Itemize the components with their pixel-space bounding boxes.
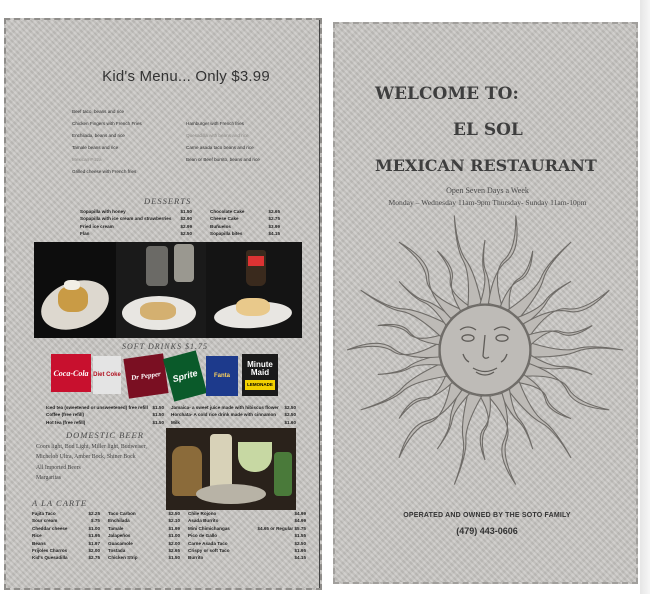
page-edge-strip [640, 0, 650, 594]
carte-row: Pico de Gallo $1.55 [188, 533, 306, 539]
operated-by-line: OPERATED AND OWNED BY THE SOTO FAMILY [403, 512, 571, 519]
domestic-beer-heading: DOMESTIC BEER [66, 430, 144, 440]
carte-row: Mini Chimichangas $4.65 or Regular $5.75 [188, 525, 306, 531]
minute-maid-logo [242, 354, 278, 396]
coca-cola-logo: Coca-Cola [51, 354, 91, 392]
open-days-line: Open Seven Days a Week [446, 186, 529, 195]
dessert-row: Sopapilla bites $4.15 [210, 231, 280, 237]
sprite-logo: Sprite [163, 350, 207, 401]
beer-item: Margaritas [36, 474, 62, 481]
kids-item: Tamale beans and rice [72, 145, 119, 150]
dessert-photo-chocolate-cake [206, 242, 302, 338]
carte-row: Burrito $4.15 [188, 555, 306, 561]
restaurant-name: EL SOL [453, 120, 523, 140]
kids-item: Carne asada taco beans and rice [186, 145, 254, 150]
carte-row: Rice $1.95 [32, 533, 100, 539]
carte-row: Cheddar cheese $1.00 [32, 525, 100, 531]
sun-ray [347, 343, 439, 358]
drink-row: Iced tea (sweetened or unsweetened) free refill $1.50 [46, 405, 164, 410]
desserts-left-list [80, 208, 192, 238]
beer-item: Coors light, Bud Light, Miller light, Budweiser, [36, 444, 147, 450]
sun-ray [529, 326, 593, 345]
carte-row: Asada Burrito $4.99 [188, 518, 306, 524]
sun-ray [531, 343, 623, 357]
carte-row: Crispy or soft Taco $1.95 [188, 548, 306, 554]
dessert-row: Cheese Cake $2.75 [210, 216, 280, 222]
kids-item: Mexican Pizza [72, 157, 102, 162]
a-la-carte-col2 [108, 510, 180, 562]
carte-row: Kid's Quesadilla $2.75 [32, 555, 100, 561]
sun-ray [454, 215, 481, 306]
dessert-row: Fried ice cream $2.99 [80, 223, 192, 229]
carte-row: Enchilada $2.10 [108, 518, 180, 524]
dessert-row: Chocolate Cake $2.65 [210, 209, 280, 214]
beer-list [36, 442, 147, 483]
beer-item: Michelob Ultra, Amber Bock, Shiner Bock [36, 454, 136, 461]
carte-row: Jalapeños $1.00 [108, 533, 180, 539]
kids-item: Grilled cheese with French fries [72, 169, 137, 174]
minute-maid-label: Minute Maid [247, 359, 273, 377]
a-la-carte-col3 [188, 510, 306, 562]
kids-item: Quesadilla with beans and rice [186, 133, 249, 138]
carte-row: Sour cream $.75 [32, 518, 100, 524]
kids-item: Hamburger with French fries [186, 121, 244, 126]
carte-row: Guacamole $2.00 [108, 540, 180, 546]
carte-row: Carne Asada Taco $2.50 [188, 540, 306, 546]
restaurant-subtitle: MEXICAN RESTAURANT [375, 156, 597, 175]
drink-row: Hot tea (free refill) $1.50 [46, 419, 164, 425]
diet-coke-logo: Diet Coke [93, 356, 121, 394]
sun-ray [488, 215, 517, 306]
drink-row: Horchata- A cold rice drink made with cinnamon $2.50 [171, 412, 296, 418]
a-la-carte-heading: A LA CARTE [32, 498, 88, 508]
hot-drinks-list [46, 404, 164, 426]
dessert-photo-flan [34, 242, 116, 338]
beer-item: All Imported Beers [36, 464, 81, 471]
lemonade-label: LEMONADE [245, 380, 275, 390]
carte-row: Chicken Strip $1.50 [108, 555, 180, 561]
specialty-drinks-list [171, 404, 296, 426]
carte-row: Taco Carbon $2.50 [108, 511, 180, 516]
desserts-heading: DESSERTS [144, 196, 192, 206]
carte-row: Tostada $2.65 [108, 548, 180, 554]
dr-pepper-logo: Dr Pepper [123, 353, 168, 398]
sun-ray [480, 396, 490, 460]
carte-row: Beans $1.97 [32, 540, 100, 546]
soft-drinks-heading: SOFT DRINKS $1.75 [122, 342, 208, 351]
kids-menu-title: Kid's Menu... Only $3.99 [102, 68, 270, 85]
kids-menu-left-column [72, 106, 142, 178]
dessert-row: Buñuelos $3.99 [210, 223, 280, 229]
dessert-photo-sopapilla [116, 242, 206, 338]
sun-face-disc [440, 305, 530, 395]
phone-number: (479) 443-0606 [456, 526, 518, 536]
sun-ray [480, 240, 490, 304]
carte-row: Fajita Taco $2.25 [32, 511, 100, 516]
welcome-heading: WELCOME TO: [375, 84, 519, 104]
drink-row: Milk $1.60 [171, 419, 296, 425]
margarita-photo [166, 428, 296, 510]
kids-menu-right-column [186, 118, 260, 166]
kids-item: Enchilada, beans and rice [72, 133, 125, 138]
carte-row: Frijoles Charros $2.00 [32, 548, 100, 554]
kids-item: Beef taco, beans and rice [72, 109, 125, 114]
drink-row: Coffee (free refill) $1.50 [46, 412, 164, 418]
dessert-row: Sopapilla with honey $1.50 [80, 209, 192, 214]
menu-cover-page [333, 22, 638, 584]
dessert-row: Flan $2.50 [80, 231, 192, 237]
drink-row: Jamaica- a sweet juice made with hibiscus flower $2.50 [171, 405, 296, 410]
a-la-carte-col1 [32, 510, 100, 562]
dessert-row: Sopapilla with ice cream and strawberries $2.90 [80, 216, 192, 222]
fanta-can-logo: Fanta [206, 356, 238, 396]
menu-inside-page [4, 18, 322, 590]
desserts-right-list [210, 208, 280, 238]
sun-face-illustration [335, 200, 638, 500]
carte-row: Tamale $1.99 [108, 525, 180, 531]
kids-item: Chicken Fingers with French Fries [72, 121, 142, 126]
kids-item: Bean or Beef burrito, beans and rice [186, 157, 260, 162]
hours-line: Monday – Wednesday 11am-9pm Thursday- Sunday 11am-10pm [388, 198, 587, 207]
carte-row: Chile Rojono $4.99 [188, 511, 306, 516]
